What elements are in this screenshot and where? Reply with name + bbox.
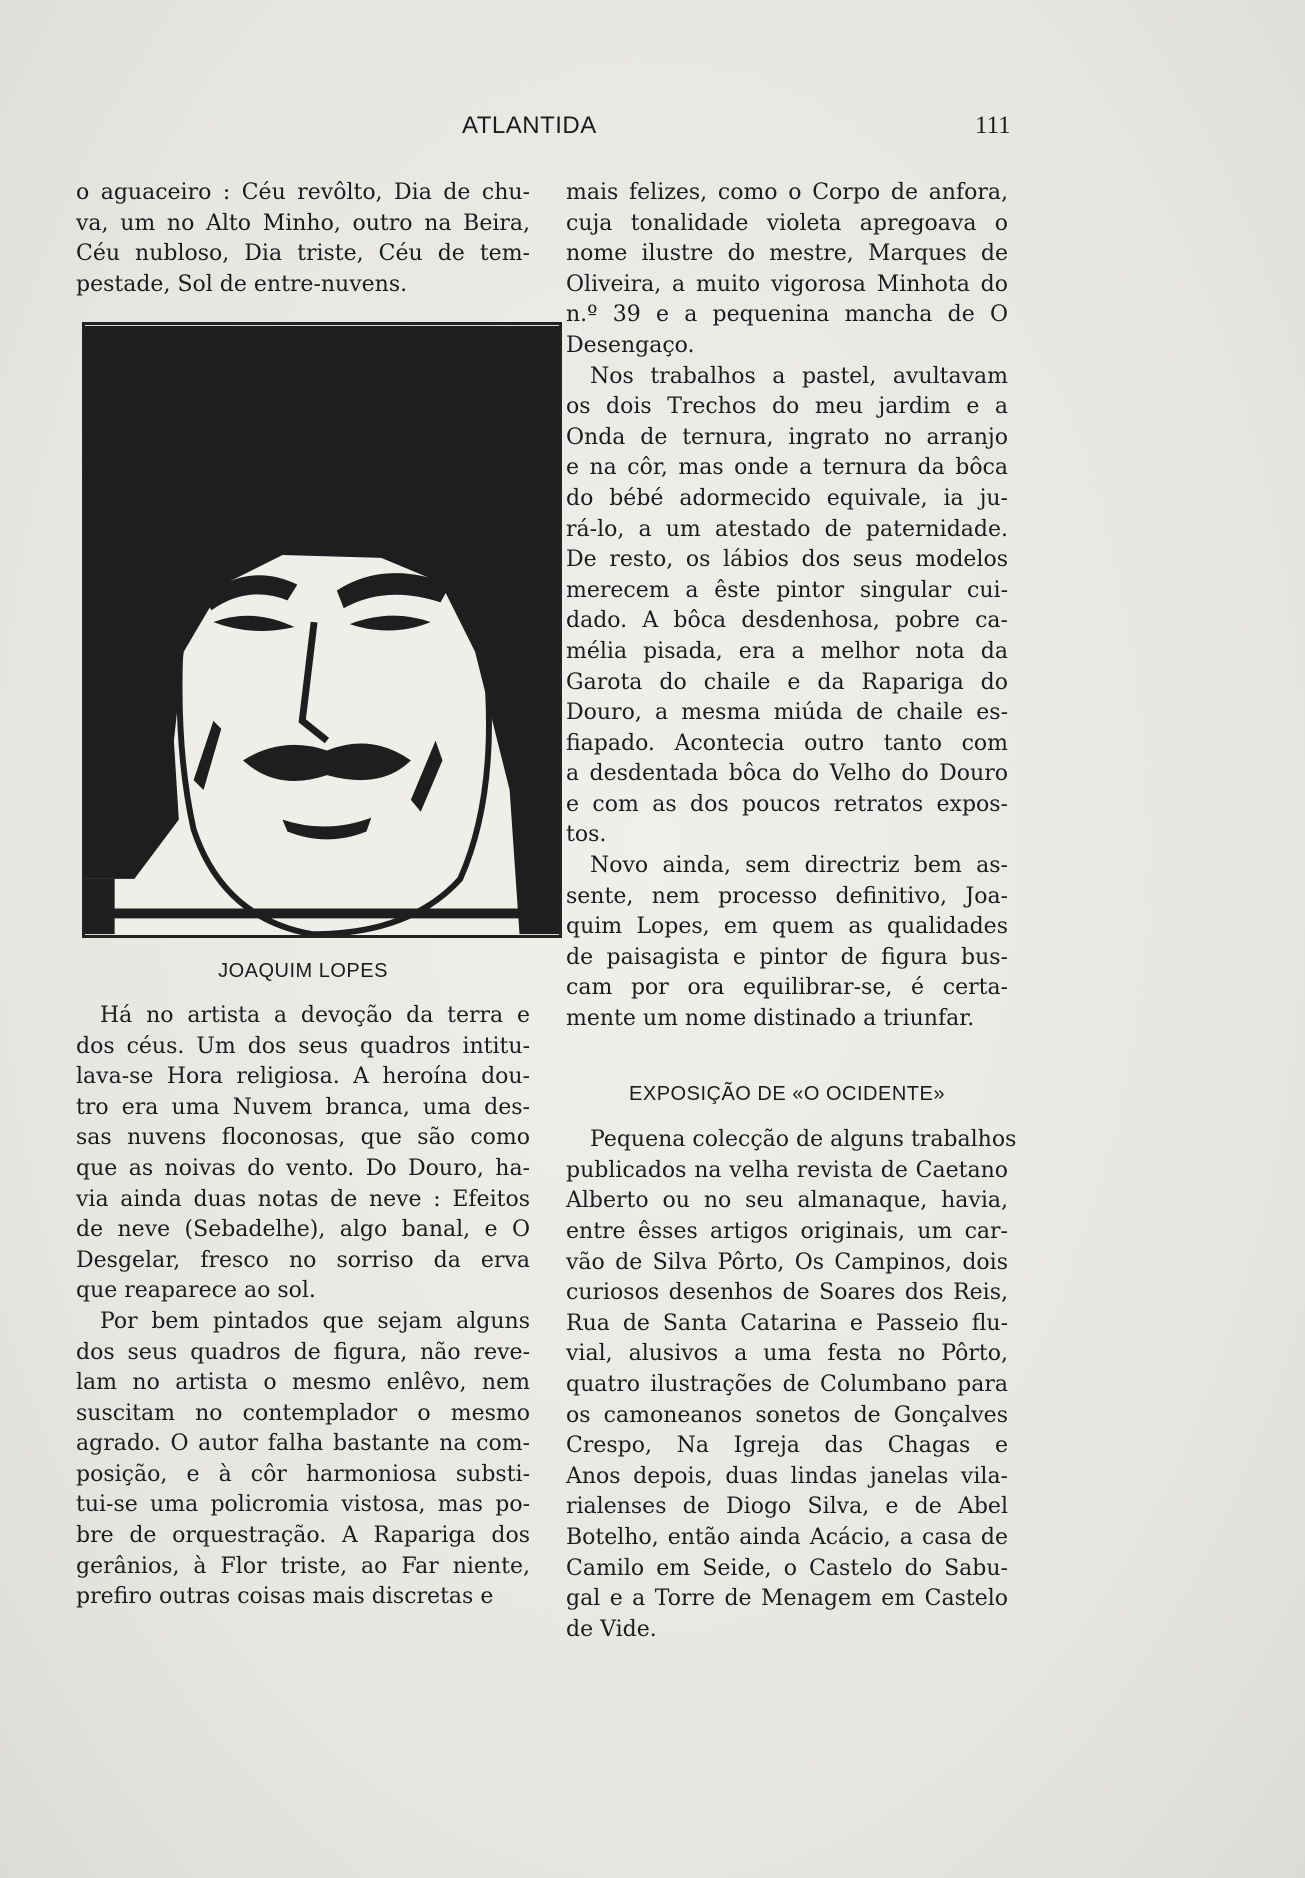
text-line: tro era uma Nuvem branca, uma des- [76,1094,530,1120]
text-line: agrado. O autor falha bastante na com- [76,1431,530,1457]
text-line: lava-se Hora religiosa. A heroína dou- [76,1064,530,1090]
text-line: e com as dos poucos retratos expos- [566,791,1008,817]
text-line: bre de orquestração. A Rapariga dos [76,1523,530,1549]
text-line: Alberto ou no seu almanaque, havia, [566,1188,1008,1214]
portrait-drawing [85,325,559,935]
text-line: fiapado. Acontecia outro tanto com [566,730,1008,756]
text-line: va, um no Alto Minho, outro na Beira, [76,210,530,236]
text-line: Douro, a mesma miúda de chaile es- [566,700,1008,726]
text-line: lam no artista o mesmo enlêvo, nem [76,1370,530,1396]
text-line: Oliveira, a muito vigorosa Minhota do [566,271,1008,297]
paragraph-devocao [76,1001,530,1307]
text-line: os dois Trechos do meu jardim e a [566,394,1008,420]
text-line: quim Lopes, em quem as qualidades [566,914,1008,940]
section-heading: EXPOSIÇÃO DE «O OCIDENTE» [629,1082,945,1105]
text-line: Nos trabalhos a pastel, avultavam [590,363,1008,389]
text-line: Rua de Santa Catarina e Passeio flu- [566,1310,1008,1336]
text-line: de Vide. [566,1616,657,1642]
text-line: Por bem pintados que sejam alguns [100,1308,530,1334]
text-line: via ainda duas notas de neve : Efeitos [76,1186,530,1212]
text-line: Anos depois, duas lindas janelas vila- [566,1463,1008,1489]
text-line: a desdentada bôca do Velho do Douro [566,761,1008,787]
text-line: n.º 39 e a pequenina mancha de O [566,302,1008,328]
text-line: de neve (Sebadelhe), algo banal, e O [76,1217,530,1243]
text-line: suscitam no contemplador o mesmo [76,1400,530,1426]
text-line: prefiro outras coisas mais discretas e [76,1584,494,1610]
text-line: o aguaceiro : Céu revôlto, Dia de chu- [76,180,530,205]
text-line: Botelho, então ainda Acácio, a casa de [566,1524,1008,1550]
paragraph-novo-ainda [566,851,1008,1035]
paragraph-quadros-figura [76,1307,530,1613]
running-title: ATLANTIDA [462,112,597,139]
text-line: posição, e à côr harmoniosa substi- [76,1461,530,1487]
text-line: quatro ilustrações de Columbano para [566,1371,1008,1397]
text-line: Novo ainda, sem directriz bem as- [590,853,1008,879]
text-line: Onda de ternura, ingrato no arranjo [566,424,1008,450]
text-line: Céu nubloso, Dia triste, Céu de tem- [76,241,530,267]
text-line: mais felizes, como o Corpo de anfora, [566,180,1008,205]
text-line: tui-se uma policromia vistosa, mas po- [76,1492,530,1518]
page-header [0,112,1305,152]
paragraph-corpo-de-anfora [566,178,1008,362]
text-line: do bébé adormecido equivale, ia ju- [566,485,1008,511]
text-line: rialenses de Diogo Silva, e de Abel [566,1494,1008,1520]
portrait-caption: JOAQUIM LOPES [218,960,388,983]
text-line: gal e a Torre de Menagem em Castelo [566,1586,1008,1612]
right-column [566,178,1017,1645]
text-line: publicados na velha revista de Caetano [566,1157,1008,1183]
text-line: gerânios, à Flor triste, ao Far niente, [76,1553,530,1579]
page-number: 111 [975,112,1011,139]
text-line: vial, alusivos a uma festa no Pôrto, [566,1341,1008,1367]
paragraph-continued [76,178,530,300]
text-line: sente, nem processo definitivo, Joa- [566,883,1008,909]
text-line: nome ilustre do mestre, Marques de [566,241,1008,267]
text-line: mente um nome distinado a triunfar. [566,1006,975,1032]
text-line: Camilo em Seide, o Castelo do Sabu- [566,1555,1008,1581]
text-line: Há no artista a devoção da terra e [100,1002,530,1028]
text-line: merecem a êste pintor singular cui- [566,577,1008,603]
text-line: Desgelar, fresco no sorriso da erva [76,1247,530,1273]
text-line: cam por ora equilibrar-se, é certa- [566,975,1008,1001]
paragraph-pastel [566,362,1008,852]
text-line: Garota do chaile e da Rapariga do [566,669,1008,695]
text-line: que as noivas do vento. Do Douro, ha- [76,1155,530,1181]
text-line: De resto, os lábios dos seus modelos [566,547,1008,573]
text-line: mélia pisada, era a melhor nota da [566,638,1008,664]
text-line: pestade, Sol de entre-nuvens. [76,271,408,297]
paragraph-ocidente [566,1125,1017,1645]
text-line: tos. [566,822,607,848]
text-line: de paisagista e pintor de figura bus- [566,944,1008,970]
text-line: vão de Silva Pôrto, Os Campinos, dois [566,1249,1008,1275]
text-line: dos seus quadros de figura, não reve- [76,1339,530,1365]
text-line: dos céus. Um dos seus quadros intitu- [76,1033,530,1059]
text-line: os camoneanos sonetos de Gonçalves [566,1402,1008,1428]
text-line: entre êsses artigos originais, um car- [566,1219,1008,1244]
text-line: dado. A bôca desdenhosa, pobre ca- [566,608,1008,634]
text-line: Pequena colecção de alguns trabalhos [590,1127,1017,1153]
text-line: que reaparece ao sol. [76,1278,316,1304]
portrait-woodcut [82,322,562,938]
text-line: rá-lo, a um atestado de paternidade. [566,516,1008,542]
text-line: sas nuvens floconosas, que são como [76,1125,530,1151]
text-line: cuja tonalidade violeta apregoava o [566,210,1008,236]
text-line: curiosos desenhos de Soares dos Reis, [566,1280,1008,1306]
text-line: e na côr, mas onde a ternura da bôca [566,455,1008,481]
text-line: Crespo, Na Igreja das Chagas e [566,1433,1008,1459]
text-line: Desengaço. [566,332,695,358]
portrait-figure [82,322,562,938]
left-column [76,178,530,1613]
